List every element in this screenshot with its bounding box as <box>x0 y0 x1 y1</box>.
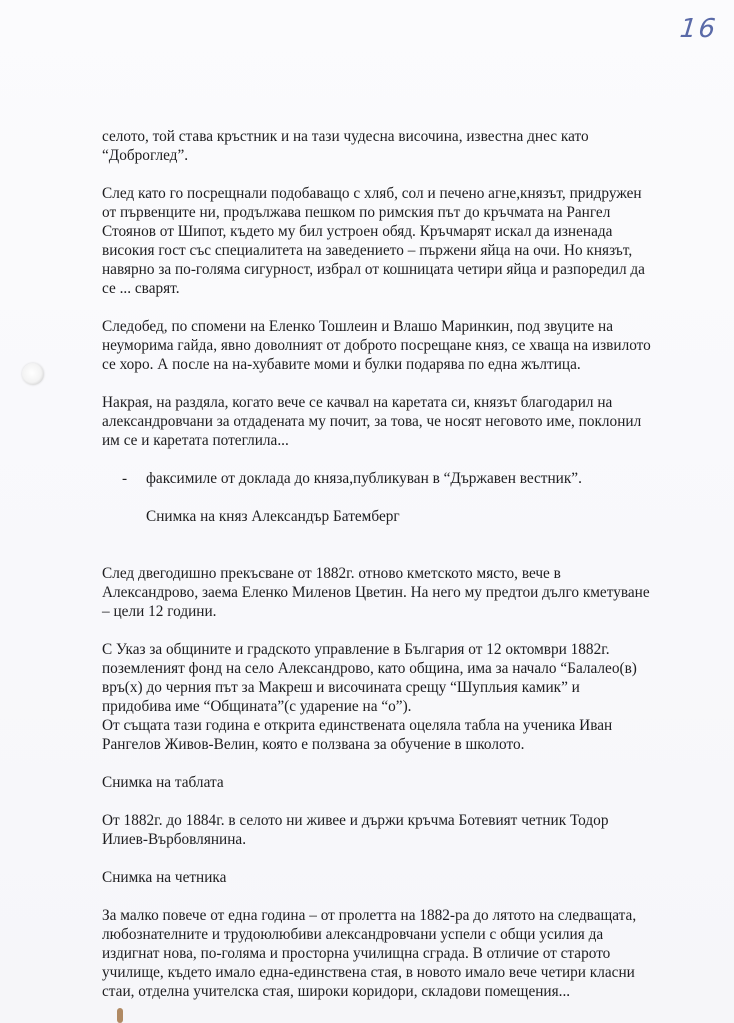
text-line: След двегодишно прекъсване от 1882г. отново кметското място, вече в <box>102 565 561 582</box>
document-body <box>102 127 662 1001</box>
text-line: се хоро. А после на на-хубавите моми и булки подарява по една жълтица. <box>102 356 581 373</box>
text-line: От същата тази година е открита единствената оцеляла табла на ученика Иван <box>102 717 613 734</box>
text-line: александровчани за отдадената му почит, за това, че носят неговото име, поклонил <box>102 413 642 430</box>
text-line: Следобед, по спомени на Еленко Тошлеин и Влашо Маринкин, под звуците на <box>102 318 614 335</box>
paragraph-7 <box>102 811 662 849</box>
paragraph-3 <box>102 317 662 374</box>
text-line: училище, където имало една-единствена стая, в новото имало вече четири класни <box>102 964 635 981</box>
text-line: селото, той става кръстник и на тази чудесна височина, известна днес като <box>102 128 589 145</box>
text-line: – цели 12 години. <box>102 603 217 620</box>
paper-stain-mark <box>117 1008 123 1023</box>
paragraph-1 <box>102 127 662 165</box>
text-line: придобива име “Общината”(с ударение на “о”). <box>102 698 412 715</box>
text-line: навярно за по-голяма сигурност, избрал от кошницата четири яйца и разпоредил да <box>102 261 645 278</box>
handwritten-page-number: 16 <box>678 14 719 44</box>
caption-text: Снимка на княз Александър Батемберг <box>146 508 400 525</box>
punch-hole-mark <box>22 363 44 385</box>
text-line: С Указ за общините и градското управление в България от 12 октомври 1882г. <box>102 641 610 658</box>
text-line: от първенците ни, продължава пешком по римския път до кръчмата на Рангел <box>102 204 611 221</box>
paragraph-2 <box>102 184 662 298</box>
text-line: връ(х) до черния път за Макреш и височината срещу “Шупльия камик” и <box>102 679 580 696</box>
text-line: След като го посрещнали подобаващо с хляб, сол и печено агне,князът, придружен <box>102 185 642 202</box>
bullet-item <box>102 469 662 488</box>
text-line: се ... сварят. <box>102 280 180 297</box>
text-line: високия гост със специалитета на заведението – пържени яйца на очи. Но князът, <box>102 242 633 259</box>
bullet-dash: - <box>122 470 128 487</box>
paragraph-8 <box>102 906 662 1001</box>
text-line: Накрая, на раздяла, когато вече се качвал на каретата си, князът благодарил на <box>102 394 613 411</box>
text-line: издигнат нова, по-голяма и просторна училищна сграда. В отличие от старото <box>102 945 611 962</box>
photo-caption-chetnik <box>102 868 662 887</box>
text-line: неуморима гайда, явно доволният от доброто посрещане княз, се хваща на извилото <box>102 337 651 354</box>
caption-text: Снимка на четника <box>102 869 227 886</box>
photo-caption-prince <box>102 507 662 526</box>
caption-text: Снимка на таблата <box>102 774 224 791</box>
photo-caption-board <box>102 773 662 792</box>
text-line: стаи, отделна учителска стая, широки коридори, складови помещения... <box>102 983 571 1000</box>
paragraph-6 <box>102 640 662 754</box>
text-line: любознателните и трудоюлюбиви александровчани успели с общи усилия да <box>102 926 604 943</box>
text-line: поземленият фонд на село Александрово, като община, има за начало “Балалео(в) <box>102 660 637 677</box>
text-line: За малко повече от една година – от пролетта на 1882-ра до лятото на следващата, <box>102 907 637 924</box>
text-line: “Доброглед”. <box>102 147 189 164</box>
text-line: Стоянов от Шипот, където му бил устроен обяд. Кръчмарят искал да изненада <box>102 223 613 240</box>
paragraph-4 <box>102 393 662 450</box>
text-line: От 1882г. до 1884г. в селото ни живее и държи кръчма Ботевият четник Тодор <box>102 812 609 829</box>
paragraph-5 <box>102 564 662 621</box>
text-line: им се и каретата потеглила... <box>102 432 289 449</box>
bullet-text: факсимиле от доклада до княза,публикуван в “Държавен вестник”. <box>146 470 582 487</box>
text-line: Илиев-Върбовлянина. <box>102 831 247 848</box>
text-line: Александрово, заема Еленко Миленов Цветин. На него му предтои дълго кметуване <box>102 584 650 601</box>
text-line: Рангелов Живов-Велин, която е ползвана за обучение в школото. <box>102 736 525 753</box>
